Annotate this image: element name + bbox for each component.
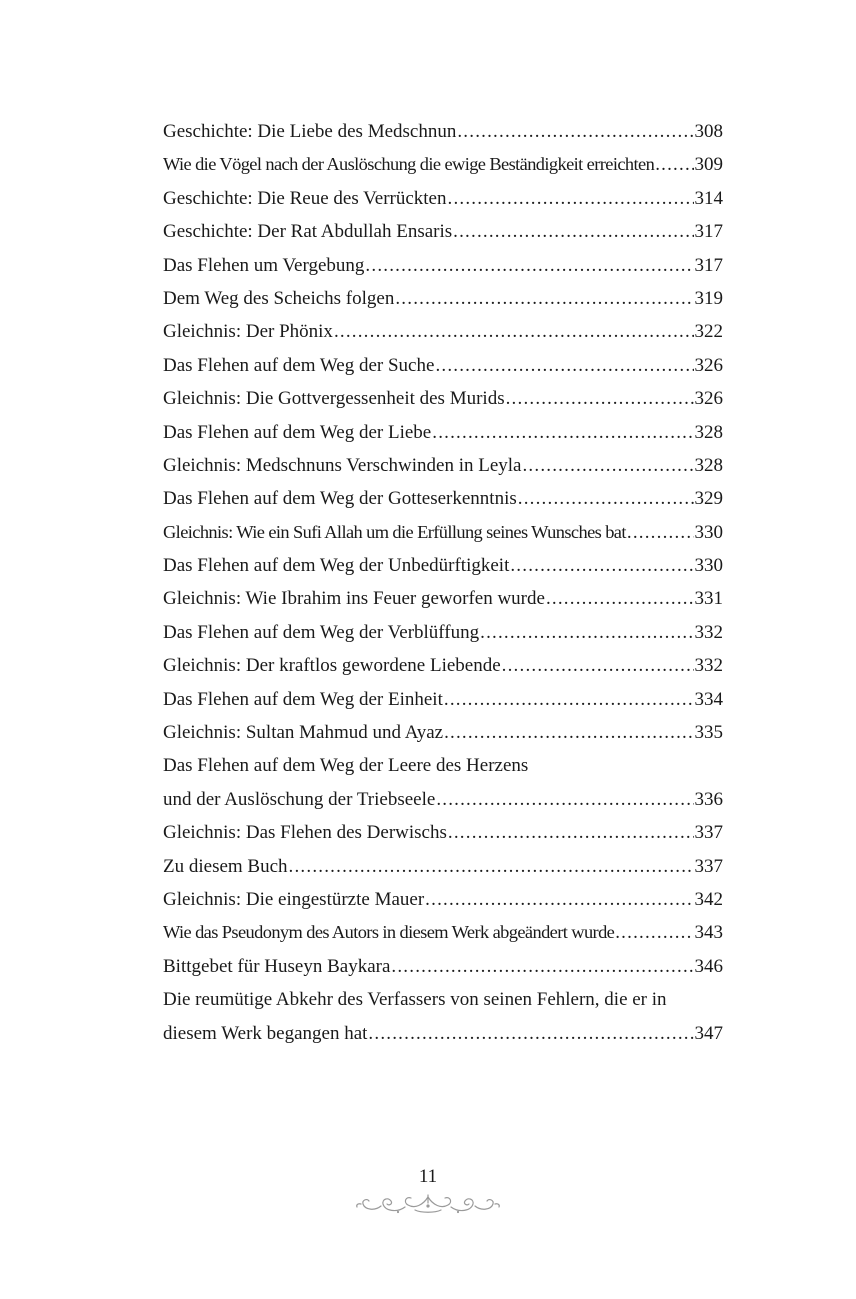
toc-entry-page: 328: [694, 454, 723, 476]
page-number: 11: [418, 1166, 438, 1187]
toc-entry-page: 309: [694, 154, 723, 176]
toc-entry-title: Das Flehen auf dem Weg der Gotteserkenntnis: [163, 488, 517, 510]
toc-entry: [163, 449, 723, 482]
toc-dot-leader: [444, 683, 694, 716]
toc-dot-leader: [391, 950, 693, 983]
toc-dot-leader: [365, 249, 693, 282]
toc-entry: [163, 683, 723, 716]
table-of-contents: [163, 115, 723, 1050]
toc-entry-page: 319: [694, 287, 723, 309]
toc-dot-leader: [432, 416, 693, 449]
toc-entry-title: Die reumütige Abkehr des Verfassers von seinen Fehlern, die er in: [163, 989, 667, 1011]
toc-entry-title: Das Flehen auf dem Weg der Einheit: [163, 688, 443, 710]
toc-dot-leader: [395, 282, 693, 315]
toc-dot-leader: [448, 182, 694, 215]
toc-entry: [163, 416, 723, 449]
toc-entry: [163, 649, 723, 682]
toc-dot-leader: [448, 816, 694, 849]
toc-entry: [163, 115, 723, 148]
toc-dot-leader: [289, 850, 694, 883]
toc-entry-page: 343: [694, 922, 723, 944]
toc-entry-title: Bittgebet für Huseyn Baykara: [163, 955, 391, 977]
toc-dot-leader: [627, 516, 694, 549]
toc-entry-title: Geschichte: Die Reue des Verrückten: [163, 187, 447, 209]
toc-dot-leader: [425, 883, 693, 916]
toc-entry-page: 330: [694, 555, 723, 577]
toc-dot-leader: [368, 1017, 693, 1050]
toc-entry-title: Das Flehen um Vergebung: [163, 254, 365, 276]
toc-entry-title: und der Auslöschung der Triebseele: [163, 788, 436, 810]
toc-entry-title: diesem Werk begangen hat: [163, 1022, 368, 1044]
toc-entry: [163, 783, 723, 816]
toc-entry-page: 332: [694, 655, 723, 677]
page-footer: [0, 1165, 856, 1217]
toc-entry-page: 332: [694, 621, 723, 643]
toc-entry-page: 326: [694, 388, 723, 410]
toc-entry-page: 314: [694, 187, 723, 209]
toc-entry-title: Gleichnis: Medschnuns Verschwinden in Leyla: [163, 454, 522, 476]
toc-entry-page: 330: [694, 521, 723, 543]
toc-entry: [163, 349, 723, 382]
toc-entry-title: Das Flehen auf dem Weg der Suche: [163, 354, 435, 376]
toc-entry-page: 322: [694, 321, 723, 343]
toc-entry: [163, 315, 723, 348]
toc-entry: [163, 582, 723, 615]
toc-entry: [163, 1017, 723, 1050]
toc-dot-leader: [480, 616, 693, 649]
toc-dot-leader: [522, 449, 693, 482]
toc-entry: [163, 148, 723, 181]
toc-entry: [163, 950, 723, 983]
toc-dot-leader: [506, 382, 694, 415]
toc-entry-title: Gleichnis: Der kraftlos gewordene Liebende: [163, 655, 501, 677]
toc-entry-page: 317: [694, 221, 723, 243]
toc-dot-leader: [518, 482, 694, 515]
toc-dot-leader: [510, 549, 693, 582]
toc-entry-title: Gleichnis: Die Gottvergessenheit des Murids: [163, 388, 505, 410]
flourish-ornament-icon: [353, 1191, 503, 1217]
toc-entry-page: 329: [694, 488, 723, 510]
toc-dot-leader: [436, 783, 693, 816]
toc-entry: [163, 282, 723, 315]
toc-entry-title: Das Flehen auf dem Weg der Unbedürftigkeit: [163, 555, 510, 577]
toc-entry-title: Gleichnis: Wie ein Sufi Allah um die Erfüllung seines Wunsches bat: [163, 521, 626, 542]
toc-entry-title: Wie die Vögel nach der Auslöschung die ewige Beständigkeit erreichten: [163, 154, 655, 175]
toc-entry-page: 347: [694, 1022, 723, 1044]
toc-dot-leader: [615, 916, 693, 949]
toc-entry-page: 336: [694, 788, 723, 810]
toc-entry: [163, 716, 723, 749]
toc-entry-page: 337: [694, 822, 723, 844]
toc-entry: [163, 516, 723, 549]
toc-entry: [163, 749, 723, 782]
toc-entry: [163, 215, 723, 248]
toc-dot-leader: [655, 148, 693, 181]
toc-dot-leader: [435, 349, 693, 382]
toc-dot-leader: [502, 649, 694, 682]
toc-entry-page: 331: [694, 588, 723, 610]
toc-entry-title: Gleichnis: Das Flehen des Derwischs: [163, 822, 447, 844]
toc-entry-title: Wie das Pseudonym des Autors in diesem Werk abgeändert wurde: [163, 922, 615, 943]
toc-entry-page: 337: [694, 855, 723, 877]
toc-entry-page: 346: [694, 955, 723, 977]
toc-entry-title: Geschichte: Der Rat Abdullah Ensaris: [163, 221, 453, 243]
toc-entry: [163, 850, 723, 883]
toc-dot-leader: [457, 115, 693, 148]
toc-entry-page: 326: [694, 354, 723, 376]
toc-entry: [163, 983, 723, 1016]
toc-entry-page: 334: [694, 688, 723, 710]
toc-entry-page: 342: [694, 888, 723, 910]
toc-entry-title: Geschichte: Die Liebe des Medschnun: [163, 121, 457, 142]
toc-entry: [163, 816, 723, 849]
toc-entry: [163, 482, 723, 515]
toc-dot-leader: [334, 315, 694, 348]
toc-entry-title: Zu diesem Buch: [163, 855, 288, 877]
toc-dot-leader: [444, 716, 693, 749]
toc-entry-page: 328: [694, 421, 723, 443]
toc-entry-title: Gleichnis: Die eingestürzte Mauer: [163, 888, 425, 910]
toc-dot-leader: [453, 215, 693, 248]
toc-entry: [163, 883, 723, 916]
toc-entry-title: Gleichnis: Sultan Mahmud und Ayaz: [163, 722, 444, 744]
toc-entry-title: Das Flehen auf dem Weg der Leere des Herzens: [163, 755, 529, 777]
toc-entry: [163, 382, 723, 415]
toc-entry: [163, 916, 723, 949]
toc-entry-page: 317: [694, 254, 723, 276]
toc-entry-title: Dem Weg des Scheichs folgen: [163, 287, 395, 309]
toc-entry: [163, 249, 723, 282]
toc-entry: [163, 616, 723, 649]
toc-entry: [163, 182, 723, 215]
toc-entry-title: Das Flehen auf dem Weg der Verblüffung: [163, 621, 480, 643]
toc-entry-page: 335: [694, 722, 723, 744]
toc-entry: [163, 549, 723, 582]
toc-entry-page: 308: [694, 121, 723, 142]
toc-entry-title: Gleichnis: Wie Ibrahim ins Feuer geworfen wurde: [163, 588, 545, 610]
toc-dot-leader: [546, 582, 694, 615]
toc-entry-title: Gleichnis: Der Phönix: [163, 321, 333, 343]
toc-entry-title: Das Flehen auf dem Weg der Liebe: [163, 421, 432, 443]
